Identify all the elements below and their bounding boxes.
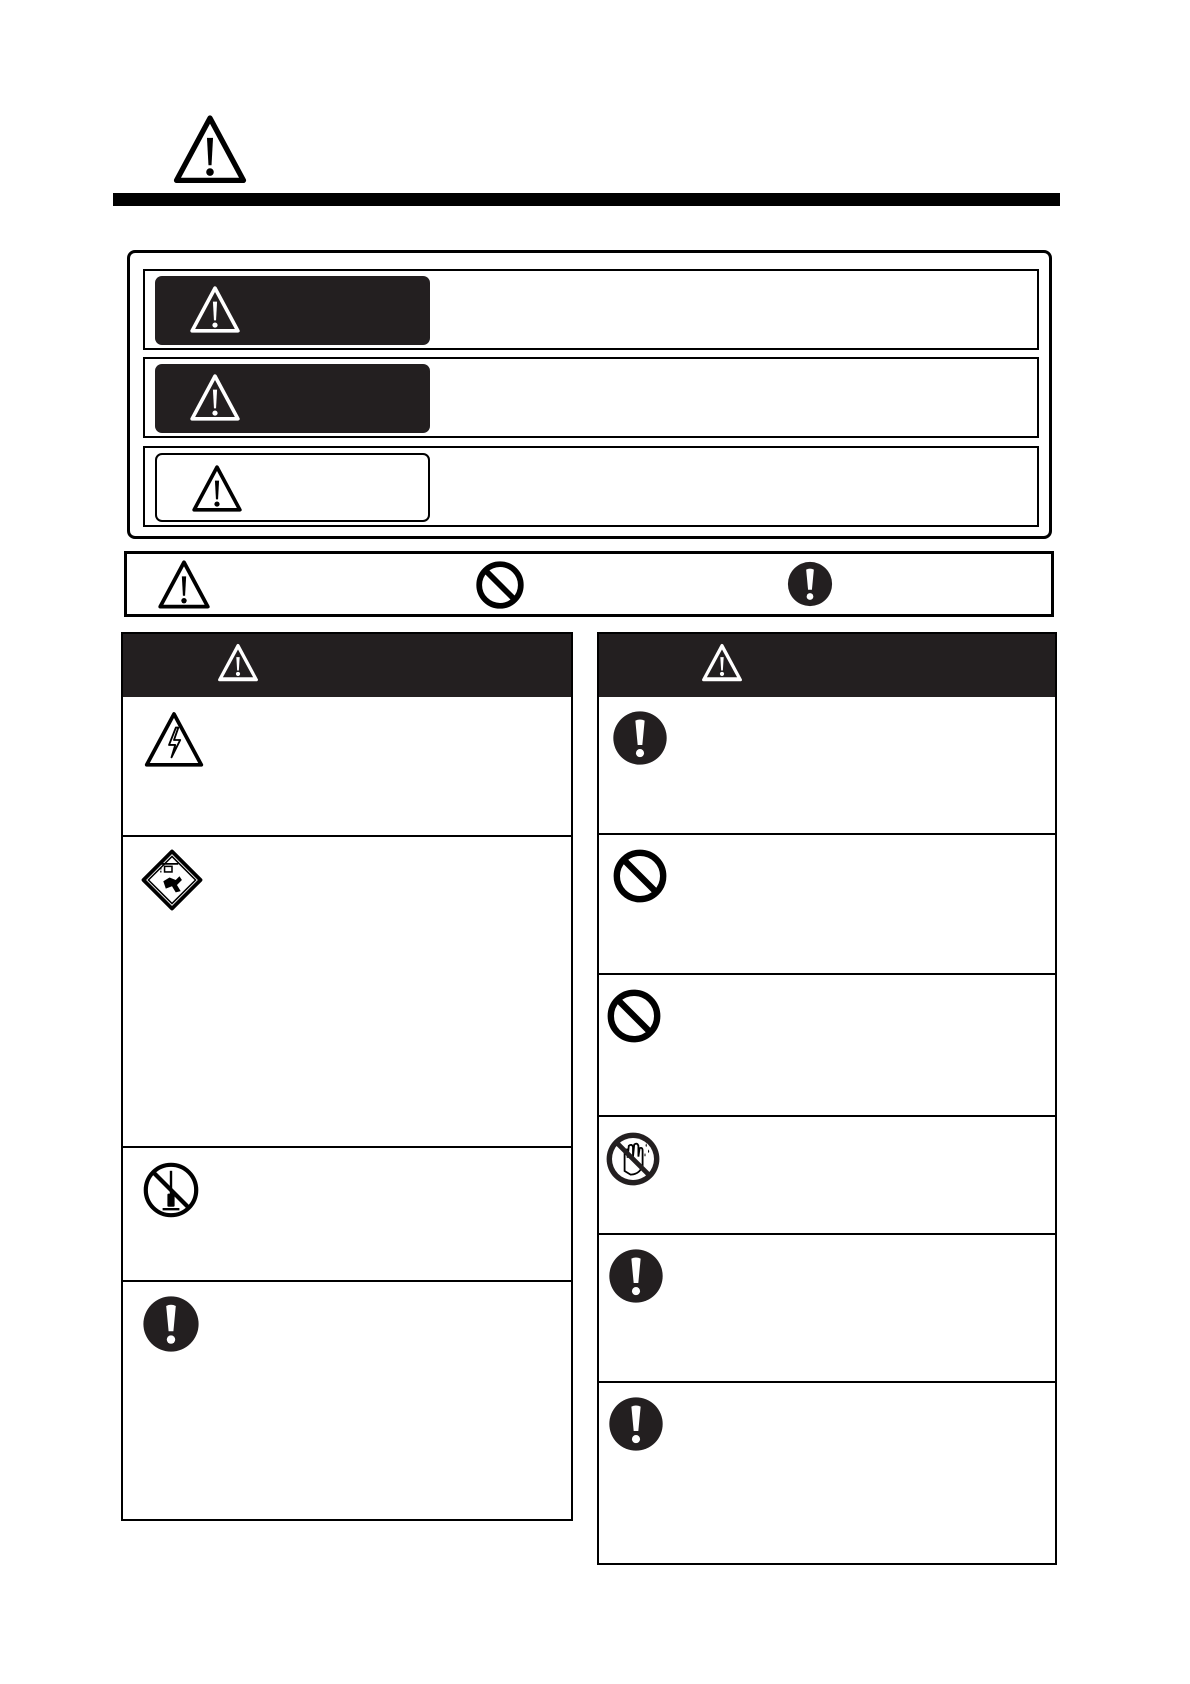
right-entry-2 bbox=[599, 835, 1055, 975]
signal-word-label-1 bbox=[155, 276, 430, 345]
left-warning-panel bbox=[121, 632, 573, 1521]
signal-word-label-2 bbox=[155, 364, 430, 433]
right-warning-panel bbox=[597, 632, 1057, 1565]
no-disassembly-icon bbox=[141, 1160, 201, 1220]
prohibition-icon bbox=[605, 987, 663, 1045]
signal-word-legend bbox=[127, 250, 1052, 539]
mandatory-action-icon bbox=[607, 1395, 665, 1453]
warning-triangle-icon bbox=[155, 558, 213, 612]
legend-row-2 bbox=[143, 357, 1039, 438]
right-entry-5 bbox=[599, 1235, 1055, 1383]
warning-triangle-icon bbox=[187, 284, 243, 336]
left-panel-header bbox=[123, 634, 571, 697]
warning-triangle-icon bbox=[189, 463, 245, 515]
left-entry-2 bbox=[123, 837, 571, 1148]
right-panel-header bbox=[599, 634, 1055, 697]
right-entry-4 bbox=[599, 1117, 1055, 1235]
prohibition-icon bbox=[611, 847, 669, 905]
warning-triangle-icon bbox=[215, 642, 261, 684]
mandatory-action-icon bbox=[611, 709, 669, 767]
warning-triangle-icon bbox=[170, 112, 250, 188]
right-entry-1 bbox=[599, 697, 1055, 835]
signal-word-label-3 bbox=[155, 453, 430, 522]
warning-triangle-icon bbox=[187, 372, 243, 424]
right-entry-6 bbox=[599, 1383, 1055, 1563]
legend-row-3 bbox=[143, 446, 1039, 527]
mandatory-action-icon bbox=[141, 1294, 201, 1354]
left-entry-3 bbox=[123, 1148, 571, 1282]
legend-row-1 bbox=[143, 269, 1039, 350]
falling-hazard-icon bbox=[141, 849, 203, 911]
electric-shock-icon bbox=[141, 709, 207, 771]
prohibition-icon bbox=[474, 559, 526, 611]
header-rule bbox=[113, 193, 1060, 206]
right-entry-3 bbox=[599, 975, 1055, 1117]
symbol-legend-strip bbox=[124, 551, 1054, 617]
no-wet-hands-icon bbox=[603, 1129, 663, 1189]
mandatory-action-icon bbox=[607, 1247, 665, 1305]
left-entry-4 bbox=[123, 1282, 571, 1519]
warning-triangle-icon bbox=[699, 642, 745, 684]
mandatory-action-icon bbox=[786, 560, 834, 608]
left-entry-1 bbox=[123, 697, 571, 837]
